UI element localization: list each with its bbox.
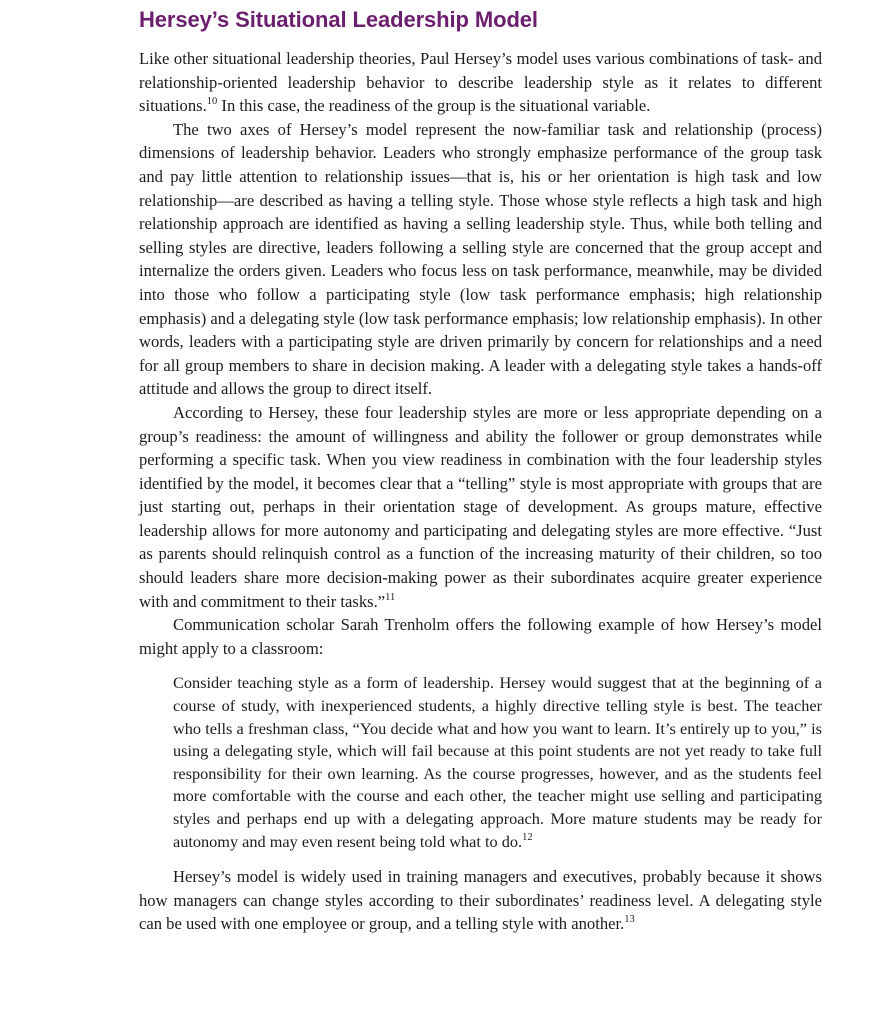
paragraph-text: Like other situational leadership theories, Paul Hersey’s model uses various combinations of task- and relationship-oriented leadership behavior to describe leadership style as it relates to different situations. — [139, 49, 822, 116]
footnote-ref: 10 — [206, 96, 218, 108]
footnote-ref: 11 — [385, 591, 396, 603]
document-page — [139, 6, 822, 936]
paragraph-text: The two axes of Hersey’s model represent the now-familiar task and relationship (process) dimensions of leadership behavior. Leaders who strongly emphasize performance of the group task and pay little attention to relationship issues—that is, his or her orientation is high task and low relationship—are described as having a telling style. Those whose style reflects a high task and high relationship approach are identified as having a selling leadership style. Thus, while both telling and selling styles are directive, leaders following a selling style are concerned that the group accept and internalize the orders given. Leaders who focus less on task performance, meanwhile, may be divided into those who follow a participating style (low task performance emphasis; high relationship emphasis) and a delegating style (low task performance emphasis; low relationship emphasis). In other words, leaders with a participating style are driven primarily by concern for relationships and a need for all group members to share in decision making. A leader with a delegating style takes a hands-off attitude and allows the group to direct itself. — [139, 119, 822, 399]
paragraph-text: According to Hersey, these four leadership styles are more or less appropriate depending on a group’s readiness: the amount of willingness and ability the follower or group demonstrates while performing a specific task. When you view readiness in combination with the four leadership styles identified by the model, it becomes clear that a “telling” style is most appropriate with groups that are just starting out, perhaps in their orientation stage of development. As groups mature, effective leadership allows for more autonomy and participating and delegating styles are more effective. “Just as parents should relinquish control as a function of the increasing maturity of their children, so too should leaders share more decision-making power as their subordinates acquire greater experience with and commitment to their tasks.” — [139, 402, 822, 611]
paragraph-text: In this case, the readiness of the group is the situational variable. — [217, 96, 651, 116]
paragraph-text: Hersey’s model is widely used in training managers and executives, probably because it shows how managers can change styles according to their subordinates’ readiness level. A delegating style can be used with one employee or group, and a telling style with another. — [139, 867, 822, 934]
block-quote — [173, 672, 822, 853]
footnote-ref: 12 — [522, 831, 533, 843]
paragraph-trenholm — [139, 613, 822, 660]
paragraph-axes — [139, 118, 822, 401]
paragraph-text: Communication scholar Sarah Trenholm offers the following example of how Hersey’s model might apply to a classroom: — [139, 615, 822, 658]
quote-text: Consider teaching style as a form of leadership. Hersey would suggest that at the beginning of a course of study, with inexperienced students, a highly directive telling style is best. The teacher who tells a freshman class, “You decide what and how you want to learn. It’s entirely up to you,” is using a delegating style, which will fail because at this point students are not yet ready to take full responsibility for their own learning. As the course progresses, however, and as the students feel more comfortable with the course and each other, the teacher might use selling and participating styles and perhaps end up with a delegating approach. More mature students may be ready for autonomy and may even resent being told what to do. — [173, 673, 822, 851]
paragraph-closing — [139, 865, 822, 936]
paragraph-readiness — [139, 401, 822, 613]
section-heading: Hersey’s Situational Leadership Model — [139, 7, 538, 32]
footnote-ref: 13 — [624, 914, 635, 926]
paragraph-intro — [139, 47, 822, 118]
